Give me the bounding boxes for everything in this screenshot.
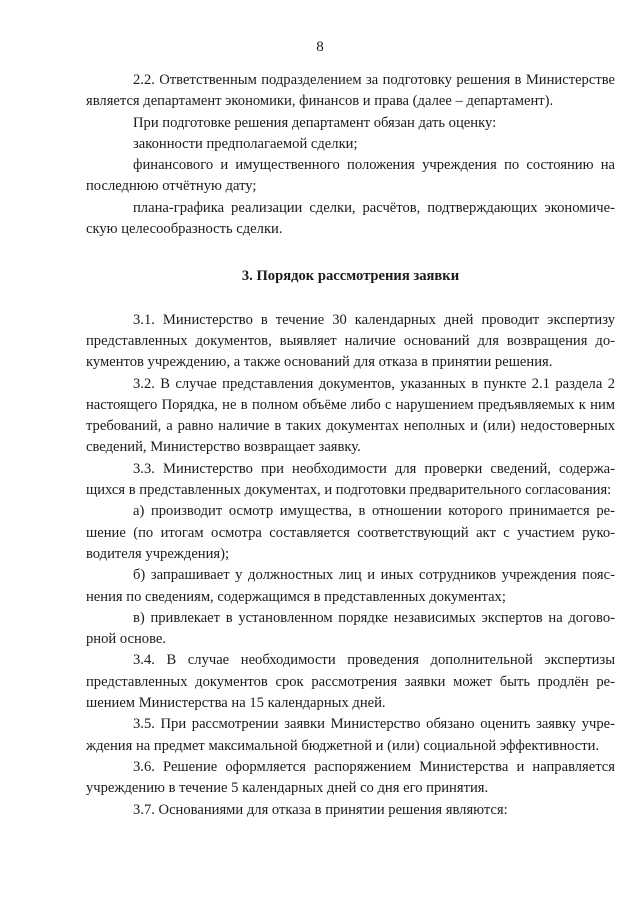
paragraph-3-1: 3.1. Министерство в течение 30 календарных дней проводит экспертизу представленных документов, выявляет наличие оснований для возвращения документов учреждению, а также оснований для отказа в принятии решения. — [86, 311, 615, 371]
paragraph-3-3-b: б) запрашивает у должностных лиц и иных сотрудников учреждения пояснения по сведениям, содержащимся в представленных документах; — [86, 567, 615, 605]
paragraph-3-7: 3.7. Основаниями для отказа в принятии решения являются: — [133, 801, 508, 818]
paragraph-2-2: 2.2. Ответственным подразделением за подготовку решения в Министерстве является департамент экономики, финансов и права (далее – департамент). — [86, 72, 615, 110]
paragraph-3-5: 3.5. При рассмотрении заявки Министерство обязано оценить заявку учреждения на предмет максимальной бюджетной и (или) социальной эффективности. — [86, 716, 615, 754]
paragraph-3-3-a: а) производит осмотр имущества, в отношении которого принимается решение (по итогам осмотра составляется соответствующий акт с участием руководителя учреждения); — [86, 503, 615, 562]
paragraph-3-3: 3.3. Министерство при необходимости для проверки сведений, содержащихся в представленных документах, и подготовки предварительного согласования: — [86, 460, 615, 499]
paragraph-3-3-c: в) привлекает в установленном порядке независимых экспертов на договорной основе. — [86, 609, 615, 648]
paragraph-assessment-intro: При подготовке решения департамент обязан дать оценку: — [133, 114, 497, 131]
page-number: 8 — [316, 39, 324, 55]
paragraph-assessment-legality: законности предполагаемой сделки; — [133, 135, 358, 152]
document-body — [86, 70, 615, 821]
section-3-title: 3. Порядок рассмотрения заявки — [241, 268, 460, 285]
paragraph-3-2: 3.2. В случае представления документов, указанных в пункте 2.1 раздела 2 настоящего Порядка, не в полном объёме либо с нарушением предъявляемых к ним требований, а равно наличие в таких документах неполных и (или) недостоверных сведений, Министерство возвращает заявку. — [86, 375, 615, 456]
paragraph-3-4: 3.4. В случае необходимости проведения дополнительной экспертизы представленных документов срок рассмотрения заявки может быть продлён решением Министерства на 15 календарных дней. — [86, 652, 615, 712]
paragraph-assessment-schedule: плана-графика реализации сделки, расчётов, подтверждающих экономическую целесообразность сделки. — [86, 199, 615, 238]
paragraph-3-6: 3.6. Решение оформляется распоряжением Министерства и направляется учреждению в течение 5 календарных дней со дня его принятия. — [86, 758, 615, 797]
paragraph-assessment-financial: финансового и имущественного положения учреждения по состоянию на последнюю отчётную дату; — [86, 157, 615, 195]
